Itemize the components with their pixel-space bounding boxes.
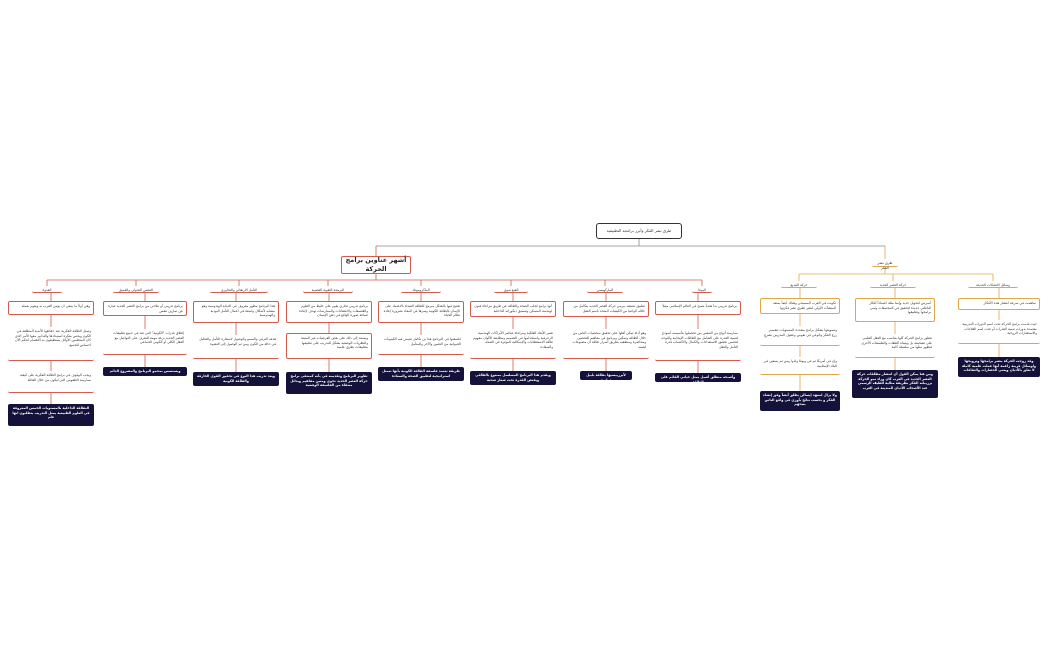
node-nlp-1[interactable]: برنامج تدريبي تجاري يقوم على خليط من العلوم والفلسفات والاعتقادات والممارسات تهدف لإعادة صياغة صورة الواقع في ذهن الإنسان: [286, 301, 372, 323]
node-breathing-dark[interactable]: ويستسس بمحمو البرنامج والمشروع الدائم: [103, 367, 187, 376]
left-branch-title[interactable]: أشهر عناوين برامج الحركة: [341, 256, 411, 274]
node-yoga-1[interactable]: برنامج تدريبي بدأ هندياً يصبح في العالم الإسلامي مثيلاً: [655, 301, 741, 315]
node-newage-dark[interactable]: ومن هنا يمكن القول أن انتشار مطلقات حركة العصر الجديد في الغرب كان وراء نمو الحركة بزريباته الفكر بطريقة مثالية للطيف الرسمي عند الأصحاب الأديان المتدينة في الغرب: [852, 370, 938, 398]
node-esalen-1[interactable]: تكونت في الغرب المسيحي وهناك أيضاً بمنعه المنشآت الأولي لنشر تطرق نشر فكرتها: [760, 298, 840, 314]
node-reiki-dark[interactable]: لأبرزبيسيها بطاقة بابيل دراسة: [580, 371, 632, 380]
node-esalen-2[interactable]: وتسويقها بشكل برامج متعددة المستويات تتفسير زرع الفكر والوعي في نفوس وعقول المدربين بشرعٍ: [760, 326, 840, 346]
node-media-dark[interactable]: وقد روجت الحركة بنشر برامجها وترويجها ولوسائل قريبة زاعمة أنها عملت علمية كاملة لا تعلق بالأديان ويعني الحضارات والثقافات: [958, 357, 1040, 377]
node-media-2[interactable]: حيث قدمت برامج الحركة تحت اسم الدورات التدريبية معتمدة بدورات تنمية القدرات أو تحت اسم العلاجات والاستشارات الروحية: [958, 320, 1040, 344]
node-nlp-dark[interactable]: تطوير البرنامج وتقديمه في بأنه كمنتقى برامج حركة العصر الجديد تحوي ومتين مفاهيم وبدائل منتقاة من الفلسفة الوضعية: [286, 372, 372, 394]
root-node[interactable]: طرق نشر الفكر وأبرز برامجه التطبيقية: [596, 223, 682, 239]
col-title-yoga[interactable]: اليوغا: [692, 286, 712, 293]
node-meditation-1[interactable]: هذا البرنامج مظهر معروف في الديانة الهندوسية وهو مشابه لأشكال واسعة في أعمال التأمل البوذية والهندوسية: [193, 301, 279, 323]
node-qudwa-dark[interactable]: التطاقة الداخلية بالمستويات الخمس المعروفة في العلوم الطبيعية يمثل التدريب يتطلبون انها علم: [8, 404, 94, 426]
node-fengshui-1[interactable]: أنها برامج لجلب الصحة والطاقة عن طريق مراعاة فنون لهندسة المسكن وتنسيق ديكوراته الداخلية: [470, 301, 556, 317]
node-reiki-2[interactable]: وهو أداة تمكن أهلها على تحقيق شخصيات الناس من خلال الطاقة وتمكين وبرنامج في مفاهيم للتحصين ومحاضرة ومنطقيه بطريق أسرار طاقة أن مصنوعات ليقينه: [563, 329, 649, 359]
node-fengshui-dark[interactable]: ويقدم هذا البرنامج المسلسل بمنتوع بالطاقي ويقتص القدرة تحت شعار صحية: [470, 371, 556, 385]
node-qudwa-1[interactable]: وهي أولاً ما ينبغي ان يؤمن القرب به ويقوم بعمله: [8, 301, 94, 315]
node-qudwa-2[interactable]: وتمثل الطاقة الفكرية عند حقائقها الأبدية المطلقة في الكون ويحس بفكرة استبدادها والتدابير معها الأمر الذي كان المنظمين الأوائل يستطيعون به الاهتمام لحكم الآن احساس للجميع: [8, 327, 94, 361]
node-qudwa-3[interactable]: ويجب الوقوف في برامج الطاقة الفكرية على كيفية ممارسة الطقوس التي ليكون من خلال العائلة: [8, 371, 94, 393]
node-meditation-2[interactable]: هدفه الترقي والسمو والوصول لاستثارة التأمل والتحليل في حالة من الكون ومن ثم الوصول إلى النشوة: [193, 335, 279, 359]
col-title-breathing[interactable]: التنفس التحولي والعميق: [113, 286, 159, 293]
col-title-newage[interactable]: حركة العصر الجديد: [870, 281, 916, 288]
col-title-nlp[interactable]: البرمجة اللغوية العصبية: [303, 286, 353, 293]
node-media-1[interactable]: ساهمت في سرعة انتشار هذه الأفكار: [958, 298, 1040, 310]
node-yoga-dark[interactable]: وأصبحه منطلق أصيل يمثل حياتي القائم على الطاقة: [655, 373, 741, 382]
node-fengshui-2[interactable]: تعتبر الأبعاد الفلكية ومراعاة عناصر الأبراكات الهندسية الزخرفية واستخدامها في التصميم ومطابقة الألوان مفهوم طاقة الاستقطابات والإشكالية المؤثرة في الصحة والسعادة: [470, 329, 556, 359]
node-reiki-1[interactable]: تطبيق تنتيشه بيرمي حركة العصر الجديد يتكامل من خلاله الواعيا من الكيفيات المتحد باسم العقل: [563, 301, 649, 317]
col-title-macrobiotics[interactable]: الماكروبيوتك: [401, 286, 441, 293]
node-macrobiotics-1[interactable]: تقتبح فيها بالشكل مبرمج للطاقة العيداة بالاعتماد على الإيمان بالطاقة الكونية وسرها في المعاد بضرورة إعادة نظام الحياة: [378, 301, 464, 323]
node-breathing-2[interactable]: إطلاق قدرات "الكونية" التي تعد في جميع تطبيقات العصر الجديد نزعة مهمة للتعرف على التواصل مع العقل الكلي أو الكوني الجماعي: [103, 329, 187, 355]
node-macrobiotics-2[interactable]: فلسفتها في البرنامج هذا ين تكامل تحيش فيه الكينونات الحيوانية من التصور والآخر والمتأمل: [378, 335, 464, 355]
node-newage-2[interactable]: تتطور برامج الحركة كلها بتناسب مع العقل العلمي على تشجيعة بل ويتبناه الطقات والفلسفات الأخرى فبظهر مثلها من سلسلة كامة: [855, 334, 935, 358]
col-title-media[interactable]: وسائل الاتصالات الحديثة: [968, 281, 1018, 288]
right-branch-title[interactable]: طرق نشر الفكر: [872, 259, 898, 267]
col-title-esalen[interactable]: حركة التبديع: [781, 281, 817, 288]
node-nlp-2[interactable]: ويستند إلى ذلك على بعض الفرضيات غير المثبتة والنظريات الوضعية بشكل للتدريب على تطبيقها بتطبيقات بطرق علمية: [286, 333, 372, 359]
node-newage-1[interactable]: أسرتين لتحويل جديد وإنما مثلة اعتماداً أفكار الباطني جديدة لتحقيق في المجتمعات وتبني برامجها وتطبيقها: [855, 298, 935, 322]
node-meditation-dark[interactable]: ويعد تدريب هذا النوع في تحقيق القوى الخارقة والطاقة الكونية: [193, 372, 279, 386]
col-title-qudwa[interactable]: القدوة: [32, 286, 62, 293]
col-title-fengshui[interactable]: الفنغ شوي: [494, 286, 528, 293]
node-esalen-3[interactable]: وإن في أمريكا ثم في ويوقا ولدوا ومن ثم يسعين في البلاد الإسلامية: [760, 357, 840, 375]
node-macrobiotics-dark[interactable]: طريقة تعتمد فلسفة الطاقة الكونية بأنها تتمثل استراتيجية لتطبيق الصحة والسعادة: [378, 367, 464, 381]
node-breathing-1[interactable]: برنامج تدريبي أو علاجي من برامج العصر الجديد عبارة عن تمارين تنفس: [103, 301, 187, 316]
node-yoga-2[interactable]: ممارسة أنواع من التنفس بين تحصيلها بتأسيسه أنموذج لتنمية القدرة على التعامل مع الطاقات الإيجابية والتوجه لتحسن تحقيق الاستعدادات والكمال والاكتساب قدرة التأمل والعقل: [655, 329, 741, 361]
col-title-meditation[interactable]: التأمل الارتقائي والتجاوزي: [210, 286, 268, 293]
col-title-reiki[interactable]: الماركهيسي: [587, 286, 623, 293]
node-esalen-dark[interactable]: ولا يزال لمعهد إيسالن يطلق أيضاً وفق إنشاء الفكر و بحسب نتائج بأوري في واقع الناس يتيحهم: [760, 391, 840, 411]
